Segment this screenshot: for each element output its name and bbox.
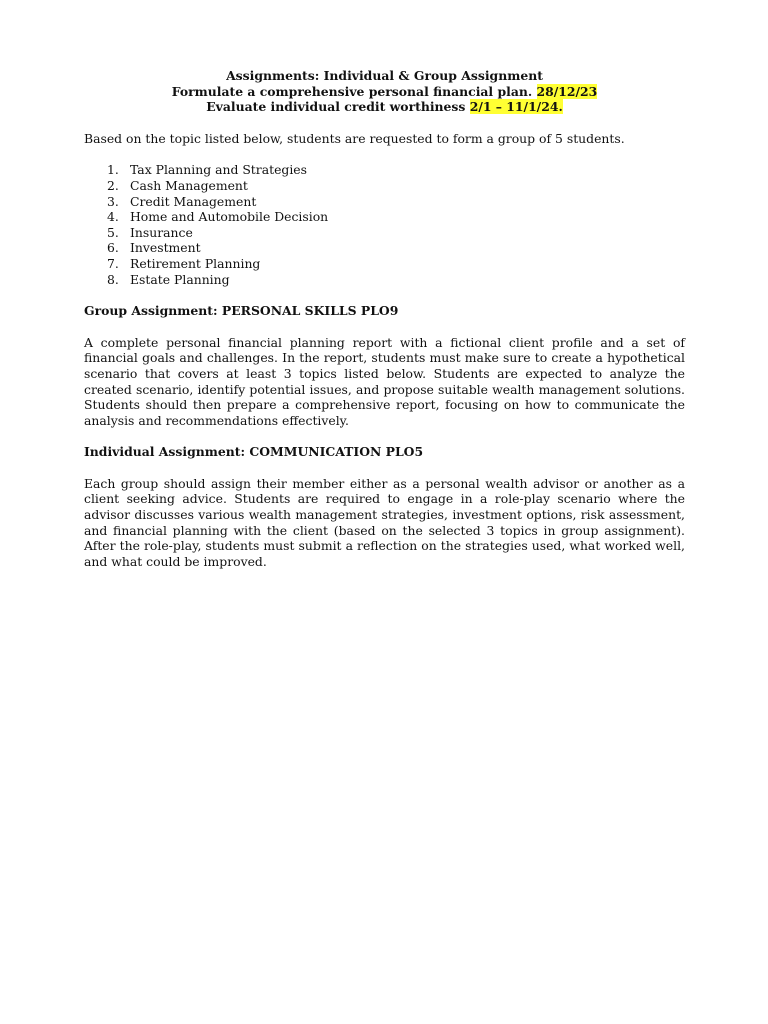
intro-paragraph: Based on the topic listed below, students are requested to form a group of 5 students. [84,130,625,146]
list-item [84,178,685,194]
individual-assignment-heading: Individual Assignment: COMMUNICATION PLO5 [84,444,424,460]
group-assignment-heading: Group Assignment: PERSONAL SKILLS PLO9 [84,303,399,319]
credit-worthiness-text: Evaluate individual credit worthiness [206,99,470,115]
list-item [84,225,685,241]
list-item-number: 3. [107,193,119,209]
list-item-label: Cash Management [130,177,248,193]
list-item [84,240,685,256]
list-item-label: Insurance [130,224,193,240]
list-item-number: 7. [107,255,119,271]
topic-list [84,162,685,287]
list-item-label: Investment [130,240,201,256]
list-item-label: Estate Planning [130,271,230,287]
list-item [84,209,685,225]
credit-worthiness-line [84,99,685,115]
list-item [84,162,685,178]
assignment-title: Assignments: Individual & Group Assignment [226,68,543,83]
list-item-number: 1. [107,162,119,178]
list-item-number: 5. [107,224,119,240]
list-item-label: Tax Planning and Strategies [130,162,307,178]
list-item [84,256,685,272]
list-item-number: 6. [107,240,119,256]
document-content [84,68,685,569]
list-item-number: 4. [107,209,119,225]
financial-plan-text: Formulate a comprehensive personal financial plan. [171,83,537,99]
individual-assignment-body: Each group should assign their member either as a personal wealth advisor or another as a client seeking advice. Students are required to engage in a role-play scenario where the advisor discusses various wealth management strategies, investment options, risk assessment, and financial planning with the client (based on the selected 3 topics in group assignment). After the role-play, students must submit a reflection on the strategies used, what worked well, and what could be improved. [84,475,685,569]
list-item-label: Home and Automobile Decision [130,209,329,225]
credit-worthiness-date: 2/1 – 11/1/24. [469,99,563,115]
list-item-number: 2. [107,177,119,193]
list-item-number: 8. [107,271,119,287]
list-item-label: Credit Management [130,193,257,209]
list-item [84,272,685,288]
financial-plan-date: 28/12/23 [536,83,598,99]
financial-plan-line [84,84,685,100]
list-item-label: Retirement Planning [130,255,261,271]
group-assignment-body: A complete personal financial planning report with a fictional client profile and a set of financial goals and challenges. In the report, students must make sure to create a hypothetical scenario that covers at least 3 topics listed below. Students are expected to analyze the created scenario, identify potential issues, and propose suitable wealth management solutions. Students should then prepare a comprehensive report, focusing on how to communicate the analysis and recommendations effectively. [84,334,685,428]
list-item [84,194,685,210]
document-header [84,68,685,115]
